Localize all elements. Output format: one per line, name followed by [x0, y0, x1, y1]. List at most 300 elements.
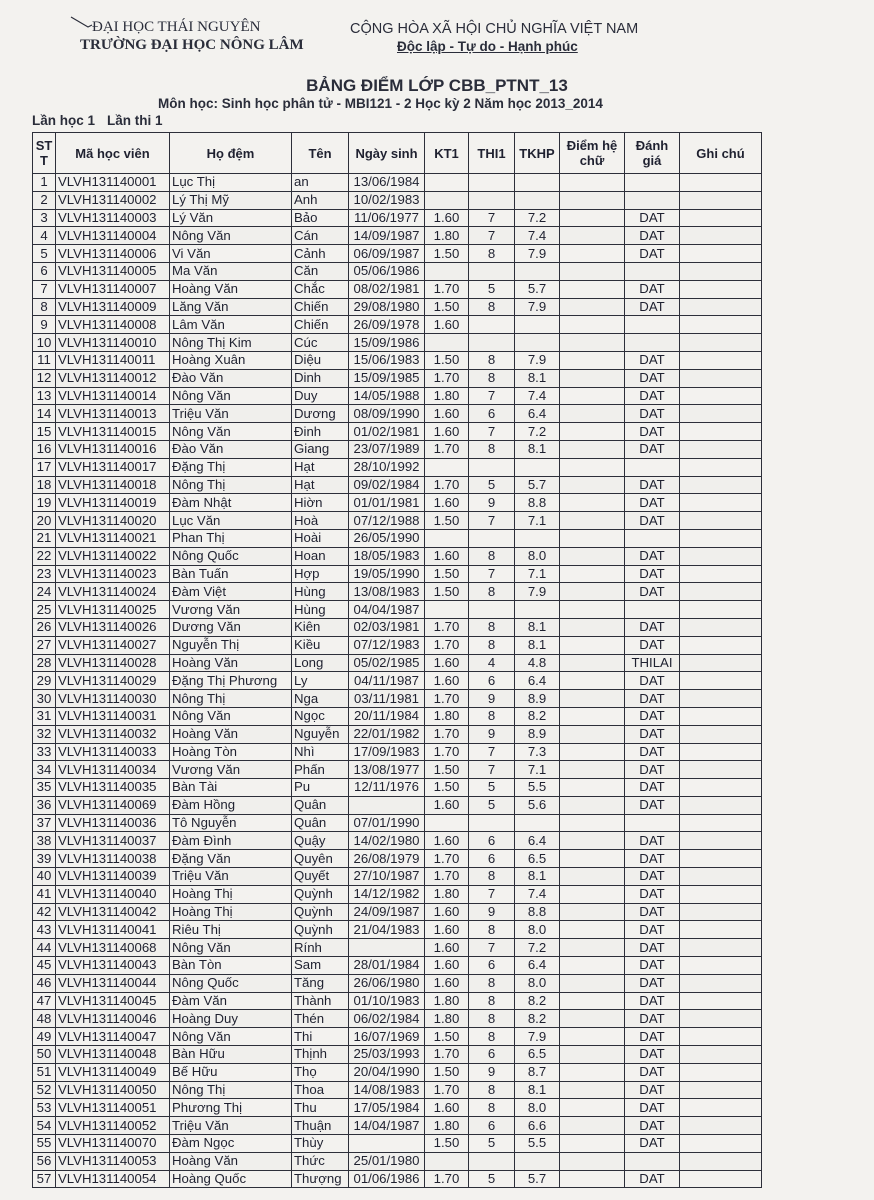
- letter-grade-cell: [560, 921, 625, 939]
- table-row: [33, 992, 762, 1010]
- birth-date-cell: 07/12/1983: [349, 636, 425, 654]
- first-name-cell: Nguyễn: [292, 725, 349, 743]
- middle-name-cell: Lục Văn: [170, 512, 292, 530]
- letter-grade-cell: [560, 992, 625, 1010]
- letter-grade-cell: [560, 262, 625, 280]
- thi1-score-cell: 8: [469, 868, 515, 886]
- evaluation-cell: DAT: [625, 227, 680, 245]
- row-number-cell: 25: [33, 601, 56, 619]
- birth-date-cell: 06/02/1984: [349, 1010, 425, 1028]
- thi1-score-cell: 7: [469, 565, 515, 583]
- row-number-cell: 6: [33, 262, 56, 280]
- birth-date-cell: 20/11/1984: [349, 707, 425, 725]
- letter-grade-cell: [560, 529, 625, 547]
- letter-grade-cell: [560, 974, 625, 992]
- table-row: [33, 761, 762, 779]
- birth-date-cell: 29/08/1980: [349, 298, 425, 316]
- table-row: [33, 174, 762, 192]
- row-number-cell: 40: [33, 868, 56, 886]
- tkhp-score-cell: 8.8: [515, 494, 560, 512]
- first-name-cell: Thượng: [292, 1170, 349, 1188]
- middle-name-cell: Nông Thị: [170, 476, 292, 494]
- first-name-cell: Rính: [292, 939, 349, 957]
- evaluation-cell: DAT: [625, 850, 680, 868]
- letter-grade-cell: [560, 316, 625, 334]
- tkhp-score-cell: 6.4: [515, 832, 560, 850]
- letter-grade-cell: [560, 1099, 625, 1117]
- first-name-cell: Cảnh: [292, 245, 349, 263]
- evaluation-cell: DAT: [625, 992, 680, 1010]
- birth-date-cell: 14/08/1983: [349, 1081, 425, 1099]
- evaluation-cell: [625, 1152, 680, 1170]
- middle-name-cell: Đào Văn: [170, 440, 292, 458]
- tkhp-score-cell: 6.5: [515, 1046, 560, 1064]
- thi1-score-cell: 8: [469, 636, 515, 654]
- table-row: [33, 583, 762, 601]
- thi1-score-cell: 7: [469, 512, 515, 530]
- table-row: [33, 796, 762, 814]
- tkhp-score-cell: 8.1: [515, 369, 560, 387]
- birth-date-cell: 16/07/1969: [349, 1028, 425, 1046]
- student-id-cell: VLVH131140047: [56, 1028, 170, 1046]
- kt1-score-cell: 1.50: [425, 512, 469, 530]
- student-id-cell: VLVH131140016: [56, 440, 170, 458]
- thi1-score-cell: 8: [469, 1028, 515, 1046]
- student-id-cell: VLVH131140054: [56, 1170, 170, 1188]
- row-number-cell: 27: [33, 636, 56, 654]
- evaluation-cell: [625, 174, 680, 192]
- birth-date-cell: 26/06/1980: [349, 974, 425, 992]
- middle-name-cell: Nông Văn: [170, 707, 292, 725]
- table-row: [33, 565, 762, 583]
- middle-name-cell: Hoàng Văn: [170, 725, 292, 743]
- student-id-cell: VLVH131140015: [56, 423, 170, 441]
- middle-name-cell: Lý Văn: [170, 209, 292, 227]
- tkhp-score-cell: 7.3: [515, 743, 560, 761]
- row-number-cell: 19: [33, 494, 56, 512]
- row-number-cell: 9: [33, 316, 56, 334]
- tkhp-score-cell: 7.9: [515, 298, 560, 316]
- evaluation-cell: DAT: [625, 512, 680, 530]
- evaluation-cell: DAT: [625, 974, 680, 992]
- thi1-score-cell: 6: [469, 832, 515, 850]
- first-name-cell: Hạt: [292, 458, 349, 476]
- first-name-cell: Hiờn: [292, 494, 349, 512]
- thi1-score-cell: [469, 814, 515, 832]
- evaluation-cell: DAT: [625, 369, 680, 387]
- thi1-score-cell: [469, 174, 515, 192]
- first-name-cell: Thuận: [292, 1117, 349, 1135]
- letter-grade-cell: [560, 725, 625, 743]
- first-name-cell: Thịnh: [292, 1046, 349, 1064]
- row-number-cell: 16: [33, 440, 56, 458]
- thi1-score-cell: 5: [469, 1170, 515, 1188]
- kt1-score-cell: 1.70: [425, 1046, 469, 1064]
- thi1-score-cell: [469, 316, 515, 334]
- middle-name-cell: Hoàng Quốc: [170, 1170, 292, 1188]
- note-cell: [680, 1010, 762, 1028]
- note-cell: [680, 707, 762, 725]
- letter-grade-cell: [560, 690, 625, 708]
- kt1-score-cell: 1.50: [425, 351, 469, 369]
- kt1-score-cell: 1.60: [425, 654, 469, 672]
- birth-date-cell: 15/09/1986: [349, 334, 425, 352]
- student-id-cell: VLVH131140001: [56, 174, 170, 192]
- middle-name-cell: Phương Thị: [170, 1099, 292, 1117]
- first-name-cell: Hạt: [292, 476, 349, 494]
- letter-grade-cell: [560, 458, 625, 476]
- tkhp-score-cell: 6.5: [515, 850, 560, 868]
- thi1-score-cell: 8: [469, 707, 515, 725]
- student-id-cell: VLVH131140046: [56, 1010, 170, 1028]
- birth-date-cell: 04/04/1987: [349, 601, 425, 619]
- thi1-score-cell: 8: [469, 351, 515, 369]
- table-row: [33, 601, 762, 619]
- student-id-cell: VLVH131140070: [56, 1135, 170, 1153]
- evaluation-cell: [625, 601, 680, 619]
- letter-grade-cell: [560, 565, 625, 583]
- note-cell: [680, 1028, 762, 1046]
- tkhp-score-cell: 8.2: [515, 1010, 560, 1028]
- evaluation-cell: DAT: [625, 405, 680, 423]
- middle-name-cell: Đàm Đình: [170, 832, 292, 850]
- birth-date-cell: 08/09/1990: [349, 405, 425, 423]
- letter-grade-cell: [560, 868, 625, 886]
- row-number-cell: 24: [33, 583, 56, 601]
- note-cell: [680, 405, 762, 423]
- evaluation-cell: DAT: [625, 1117, 680, 1135]
- middle-name-cell: Hoàng Tòn: [170, 743, 292, 761]
- kt1-score-cell: 1.70: [425, 725, 469, 743]
- kt1-score-cell: 1.80: [425, 387, 469, 405]
- row-number-cell: 1: [33, 174, 56, 192]
- tkhp-score-cell: 5.7: [515, 1170, 560, 1188]
- student-id-cell: VLVH131140049: [56, 1063, 170, 1081]
- evaluation-cell: DAT: [625, 387, 680, 405]
- letter-grade-cell: [560, 547, 625, 565]
- student-id-cell: VLVH131140043: [56, 957, 170, 975]
- thi1-score-cell: 9: [469, 690, 515, 708]
- table-row: [33, 743, 762, 761]
- note-cell: [680, 227, 762, 245]
- kt1-score-cell: 1.50: [425, 1028, 469, 1046]
- kt1-score-cell: 1.50: [425, 1135, 469, 1153]
- birth-date-cell: [349, 939, 425, 957]
- birth-date-cell: 10/02/1983: [349, 191, 425, 209]
- first-name-cell: Anh: [292, 191, 349, 209]
- student-id-cell: VLVH131140031: [56, 707, 170, 725]
- birth-date-cell: 15/09/1985: [349, 369, 425, 387]
- note-cell: [680, 618, 762, 636]
- table-row: [33, 440, 762, 458]
- first-name-cell: Nga: [292, 690, 349, 708]
- row-number-cell: 43: [33, 921, 56, 939]
- tkhp-score-cell: 5.7: [515, 280, 560, 298]
- student-id-cell: VLVH131140018: [56, 476, 170, 494]
- student-id-cell: VLVH131140050: [56, 1081, 170, 1099]
- student-id-cell: VLVH131140034: [56, 761, 170, 779]
- evaluation-cell: DAT: [625, 1063, 680, 1081]
- middle-name-cell: Nông Văn: [170, 227, 292, 245]
- table-row: [33, 1063, 762, 1081]
- row-number-cell: 35: [33, 779, 56, 797]
- note-cell: [680, 529, 762, 547]
- note-cell: [680, 334, 762, 352]
- student-id-cell: VLVH131140002: [56, 191, 170, 209]
- student-id-cell: VLVH131140023: [56, 565, 170, 583]
- letter-grade-cell: [560, 351, 625, 369]
- column-header: TKHP: [515, 133, 560, 174]
- note-cell: [680, 654, 762, 672]
- middle-name-cell: Nông Thị Kim: [170, 334, 292, 352]
- birth-date-cell: 27/10/1987: [349, 868, 425, 886]
- letter-grade-cell: [560, 672, 625, 690]
- row-number-cell: 48: [33, 1010, 56, 1028]
- tkhp-score-cell: 7.2: [515, 209, 560, 227]
- tkhp-score-cell: 8.0: [515, 547, 560, 565]
- thi1-score-cell: 5: [469, 796, 515, 814]
- middle-name-cell: Bàn Tài: [170, 779, 292, 797]
- note-cell: [680, 565, 762, 583]
- thi1-score-cell: 9: [469, 725, 515, 743]
- row-number-cell: 11: [33, 351, 56, 369]
- student-id-cell: VLVH131140052: [56, 1117, 170, 1135]
- tkhp-score-cell: 8.8: [515, 903, 560, 921]
- tkhp-score-cell: 8.2: [515, 707, 560, 725]
- kt1-score-cell: 1.60: [425, 832, 469, 850]
- birth-date-cell: 01/10/1983: [349, 992, 425, 1010]
- birth-date-cell: 21/04/1983: [349, 921, 425, 939]
- note-cell: [680, 672, 762, 690]
- letter-grade-cell: [560, 1152, 625, 1170]
- letter-grade-cell: [560, 1010, 625, 1028]
- kt1-score-cell: 1.50: [425, 565, 469, 583]
- tkhp-score-cell: 8.1: [515, 440, 560, 458]
- student-id-cell: VLVH131140025: [56, 601, 170, 619]
- tkhp-score-cell: 5.6: [515, 796, 560, 814]
- middle-name-cell: Triệu Văn: [170, 868, 292, 886]
- first-name-cell: Quân: [292, 796, 349, 814]
- row-number-cell: 55: [33, 1135, 56, 1153]
- note-cell: [680, 939, 762, 957]
- birth-date-cell: 08/02/1981: [349, 280, 425, 298]
- student-id-cell: VLVH131140006: [56, 245, 170, 263]
- table-row: [33, 618, 762, 636]
- row-number-cell: 56: [33, 1152, 56, 1170]
- kt1-score-cell: 1.60: [425, 209, 469, 227]
- table-row: [33, 672, 762, 690]
- national-motto: Độc lập - Tự do - Hạnh phúc: [397, 39, 578, 54]
- evaluation-cell: DAT: [625, 1170, 680, 1188]
- column-header: Ngày sinh: [349, 133, 425, 174]
- student-id-cell: VLVH131140037: [56, 832, 170, 850]
- note-cell: [680, 903, 762, 921]
- student-id-cell: VLVH131140005: [56, 262, 170, 280]
- first-name-cell: Nhì: [292, 743, 349, 761]
- thi1-score-cell: [469, 1152, 515, 1170]
- table-row: [33, 654, 762, 672]
- exam-attempt-label: Lần thi 1: [107, 113, 163, 128]
- student-id-cell: VLVH131140038: [56, 850, 170, 868]
- evaluation-cell: DAT: [625, 1135, 680, 1153]
- thi1-score-cell: [469, 334, 515, 352]
- kt1-score-cell: 1.70: [425, 1081, 469, 1099]
- student-id-cell: VLVH131140045: [56, 992, 170, 1010]
- first-name-cell: Kiên: [292, 618, 349, 636]
- evaluation-cell: DAT: [625, 423, 680, 441]
- evaluation-cell: [625, 262, 680, 280]
- tkhp-score-cell: [515, 1152, 560, 1170]
- first-name-cell: Quỳnh: [292, 903, 349, 921]
- table-row: [33, 316, 762, 334]
- evaluation-cell: DAT: [625, 672, 680, 690]
- kt1-score-cell: 1.80: [425, 707, 469, 725]
- student-id-cell: VLVH131140003: [56, 209, 170, 227]
- first-name-cell: Thén: [292, 1010, 349, 1028]
- birth-date-cell: 05/02/1985: [349, 654, 425, 672]
- thi1-score-cell: 7: [469, 423, 515, 441]
- row-number-cell: 47: [33, 992, 56, 1010]
- letter-grade-cell: [560, 245, 625, 263]
- row-number-cell: 50: [33, 1046, 56, 1064]
- table-row: [33, 974, 762, 992]
- row-number-cell: 41: [33, 885, 56, 903]
- column-header: Họ đệm: [170, 133, 292, 174]
- first-name-cell: Hoà: [292, 512, 349, 530]
- letter-grade-cell: [560, 1170, 625, 1188]
- kt1-score-cell: 1.60: [425, 547, 469, 565]
- subject-line: Môn học: Sinh học phân tử - MBI121 - 2 Học kỳ 2 Năm học 2013_2014: [158, 96, 603, 111]
- note-cell: [680, 850, 762, 868]
- table-row: [33, 458, 762, 476]
- student-id-cell: VLVH131140027: [56, 636, 170, 654]
- row-number-cell: 10: [33, 334, 56, 352]
- kt1-score-cell: 1.70: [425, 280, 469, 298]
- column-header: ST T: [33, 133, 56, 174]
- table-row: [33, 1117, 762, 1135]
- middle-name-cell: Nông Quốc: [170, 974, 292, 992]
- thi1-score-cell: 7: [469, 227, 515, 245]
- student-id-cell: VLVH131140042: [56, 903, 170, 921]
- thi1-score-cell: [469, 262, 515, 280]
- thi1-score-cell: 8: [469, 1099, 515, 1117]
- thi1-score-cell: 5: [469, 280, 515, 298]
- table-row: [33, 957, 762, 975]
- country-heading: CỘNG HÒA XÃ HỘI CHỦ NGHĨA VIỆT NAM: [350, 21, 639, 37]
- kt1-score-cell: 1.50: [425, 583, 469, 601]
- letter-grade-cell: [560, 1046, 625, 1064]
- table-row: [33, 1152, 762, 1170]
- grade-table: [32, 132, 762, 1188]
- letter-grade-cell: [560, 850, 625, 868]
- tkhp-score-cell: 8.1: [515, 636, 560, 654]
- note-cell: [680, 796, 762, 814]
- evaluation-cell: DAT: [625, 761, 680, 779]
- thi1-score-cell: 6: [469, 672, 515, 690]
- tkhp-score-cell: 8.9: [515, 725, 560, 743]
- birth-date-cell: 28/01/1984: [349, 957, 425, 975]
- birth-date-cell: 26/05/1990: [349, 529, 425, 547]
- note-cell: [680, 191, 762, 209]
- birth-date-cell: 12/11/1976: [349, 779, 425, 797]
- letter-grade-cell: [560, 1028, 625, 1046]
- letter-grade-cell: [560, 405, 625, 423]
- row-number-cell: 5: [33, 245, 56, 263]
- row-number-cell: 37: [33, 814, 56, 832]
- thi1-score-cell: 8: [469, 298, 515, 316]
- first-name-cell: Quyết: [292, 868, 349, 886]
- kt1-score-cell: 1.50: [425, 779, 469, 797]
- evaluation-cell: DAT: [625, 1028, 680, 1046]
- evaluation-cell: DAT: [625, 1046, 680, 1064]
- row-number-cell: 34: [33, 761, 56, 779]
- birth-date-cell: 23/07/1989: [349, 440, 425, 458]
- table-row: [33, 690, 762, 708]
- column-header: Ghi chú: [680, 133, 762, 174]
- middle-name-cell: Đàm Nhật: [170, 494, 292, 512]
- row-number-cell: 28: [33, 654, 56, 672]
- table-header-row: [33, 133, 762, 174]
- tkhp-score-cell: 6.4: [515, 672, 560, 690]
- tkhp-score-cell: [515, 262, 560, 280]
- student-id-cell: VLVH131140030: [56, 690, 170, 708]
- middle-name-cell: Vương Văn: [170, 761, 292, 779]
- letter-grade-cell: [560, 796, 625, 814]
- birth-date-cell: 11/06/1977: [349, 209, 425, 227]
- row-number-cell: 57: [33, 1170, 56, 1188]
- student-id-cell: VLVH131140011: [56, 351, 170, 369]
- kt1-score-cell: 1.70: [425, 850, 469, 868]
- note-cell: [680, 458, 762, 476]
- middle-name-cell: Tô Nguyễn: [170, 814, 292, 832]
- first-name-cell: Thu: [292, 1099, 349, 1117]
- table-row: [33, 262, 762, 280]
- middle-name-cell: Bế Hữu: [170, 1063, 292, 1081]
- tkhp-score-cell: [515, 174, 560, 192]
- kt1-score-cell: 1.70: [425, 618, 469, 636]
- tkhp-score-cell: 7.9: [515, 583, 560, 601]
- note-cell: [680, 690, 762, 708]
- note-cell: [680, 1099, 762, 1117]
- birth-date-cell: 14/04/1987: [349, 1117, 425, 1135]
- birth-date-cell: 05/06/1986: [349, 262, 425, 280]
- note-cell: [680, 761, 762, 779]
- evaluation-cell: DAT: [625, 939, 680, 957]
- evaluation-cell: DAT: [625, 209, 680, 227]
- row-number-cell: 23: [33, 565, 56, 583]
- column-header: Mã học viên: [56, 133, 170, 174]
- table-row: [33, 245, 762, 263]
- birth-date-cell: 25/01/1980: [349, 1152, 425, 1170]
- tkhp-score-cell: 7.1: [515, 565, 560, 583]
- row-number-cell: 4: [33, 227, 56, 245]
- middle-name-cell: Bàn Tuấn: [170, 565, 292, 583]
- first-name-cell: Chiến: [292, 298, 349, 316]
- thi1-score-cell: [469, 191, 515, 209]
- birth-date-cell: 17/05/1984: [349, 1099, 425, 1117]
- tkhp-score-cell: 7.4: [515, 885, 560, 903]
- thi1-score-cell: 6: [469, 405, 515, 423]
- note-cell: [680, 636, 762, 654]
- table-row: [33, 1010, 762, 1028]
- first-name-cell: Phấn: [292, 761, 349, 779]
- student-id-cell: VLVH131140033: [56, 743, 170, 761]
- kt1-score-cell: 1.60: [425, 405, 469, 423]
- table-row: [33, 850, 762, 868]
- thi1-score-cell: 8: [469, 440, 515, 458]
- kt1-score-cell: 1.70: [425, 476, 469, 494]
- first-name-cell: Bảo: [292, 209, 349, 227]
